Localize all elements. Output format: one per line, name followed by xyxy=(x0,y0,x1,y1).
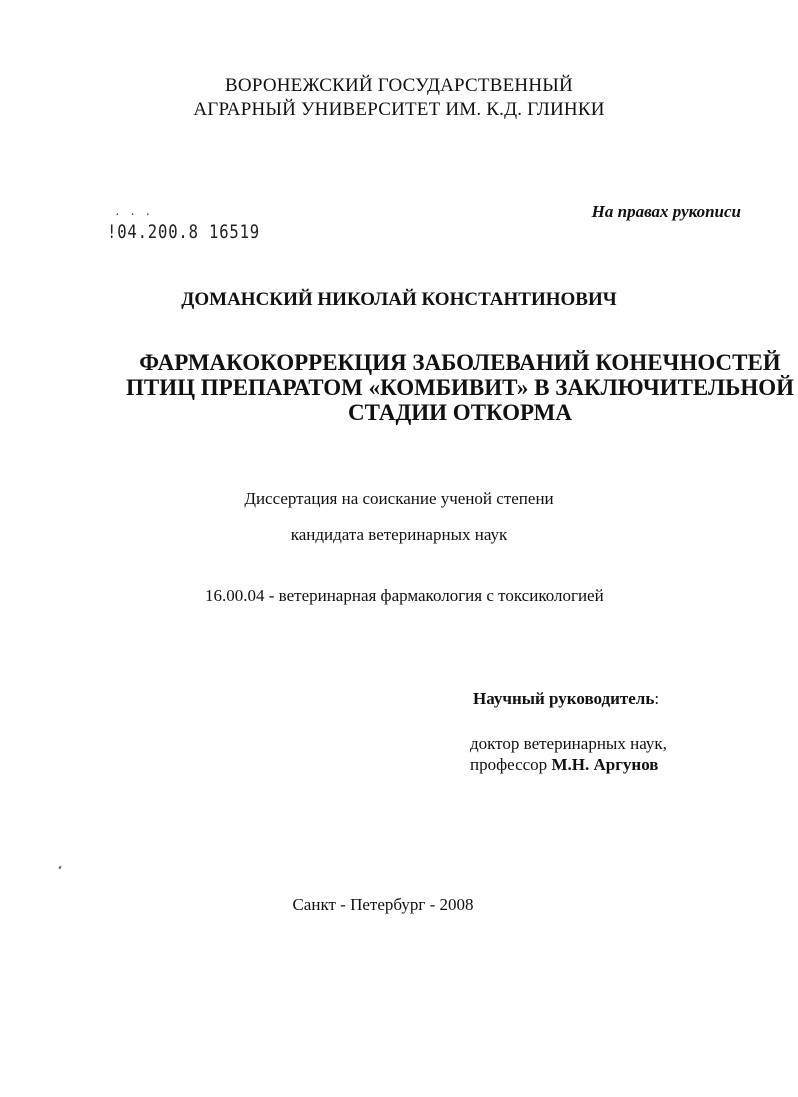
degree-line-2: кандидата ветеринарных наук xyxy=(290,525,508,544)
city-year: Санкт - Петербург - 2008 xyxy=(292,895,474,914)
supervisor-name-line xyxy=(470,755,658,775)
degree-line-1: Диссертация на соискание ученой степени xyxy=(244,489,554,508)
university-header xyxy=(0,74,798,122)
scan-speck xyxy=(58,866,61,870)
author-name: ДОМАНСКИЙ НИКОЛАЙ КОНСТАНТИНОВИЧ xyxy=(181,289,617,310)
supervisor-title: профессор xyxy=(470,755,548,774)
supervisor-name: М.Н. Аргунов xyxy=(551,755,659,774)
title-line-2: ПТИЦ ПРЕПАРАТОМ «КОМБИВИТ» В ЗАКЛЮЧИТЕЛЬНОЙ xyxy=(126,375,794,400)
stamp-marks: · · · xyxy=(114,208,153,221)
supervisor-label xyxy=(473,689,659,709)
title-line-3: СТАДИИ ОТКОРМА xyxy=(348,400,572,425)
university-line-2: АГРАРНЫЙ УНИВЕРСИТЕТ ИМ. К.Д. ГЛИНКИ xyxy=(193,99,605,120)
university-line-1: ВОРОНЕЖСКИЙ ГОСУДАРСТВЕННЫЙ xyxy=(225,75,573,96)
manuscript-rights-note: На правах рукописи xyxy=(591,202,741,221)
library-stamp-number: !04.200.8 16519 xyxy=(107,221,261,243)
supervisor-label-text: Научный руководитель xyxy=(473,689,655,708)
title-line-1: ФАРМАКОКОРРЕКЦИЯ ЗАБОЛЕВАНИЙ КОНЕЧНОСТЕЙ xyxy=(139,350,781,375)
supervisor-label-colon: : xyxy=(654,689,660,708)
dissertation-title xyxy=(100,350,798,425)
specialty-code: 16.00.04 - ветеринарная фармакология с токсикологией xyxy=(205,586,604,605)
supervisor-degree: доктор ветеринарных наук, xyxy=(470,734,667,753)
